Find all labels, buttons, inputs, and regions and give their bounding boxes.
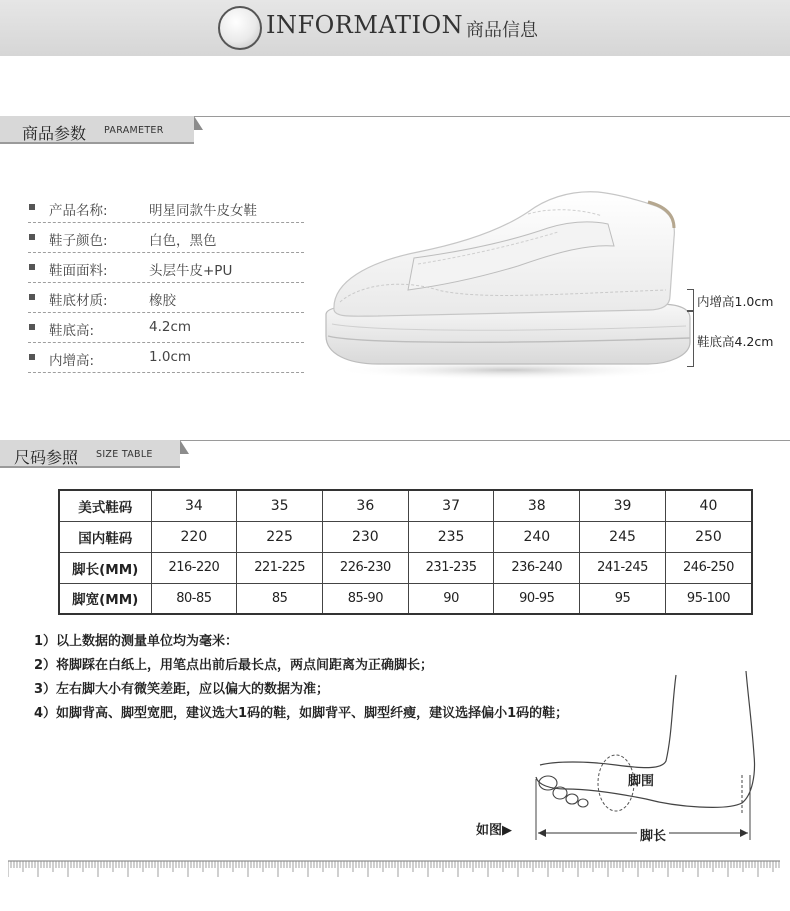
- size-table: [58, 489, 753, 615]
- row-header: 脚长(MM): [59, 552, 151, 583]
- inner-height-bracket: [687, 289, 694, 311]
- param-value: 橡胶: [149, 293, 176, 309]
- note-line: 3）左右脚大小有微笑差距，应以偏大的数据为准；: [34, 682, 330, 697]
- shoe-image: [318, 186, 698, 386]
- param-label: 鞋底材质:: [49, 293, 108, 309]
- param-value: 白色，黑色: [149, 233, 217, 249]
- table-row: [59, 490, 752, 521]
- table-cell: 35: [237, 490, 323, 521]
- note-line: 2）将脚踩在白纸上，用笔点出前后最长点，两点间距离为正确脚长；: [34, 658, 434, 673]
- bullet-icon: [29, 234, 35, 240]
- note-line: 1）以上数据的测量单位均为毫米：: [34, 634, 239, 649]
- table-row: [59, 552, 752, 583]
- table-cell: 85: [237, 583, 323, 614]
- table-cell: 250: [665, 521, 752, 552]
- sole-height-bracket: [687, 311, 694, 367]
- param-row-sole-material: [28, 283, 304, 313]
- sole-height-label: 鞋底高4.2cm: [697, 334, 774, 349]
- table-cell: 37: [408, 490, 494, 521]
- table-row: [59, 521, 752, 552]
- foot-outline-icon: [476, 665, 766, 845]
- param-label: 产品名称:: [49, 203, 108, 219]
- param-row-sole-height: [28, 313, 304, 343]
- parameter-section-bar: [0, 112, 790, 146]
- table-cell: 90-95: [494, 583, 580, 614]
- table-cell: 40: [665, 490, 752, 521]
- table-cell: 236-240: [494, 552, 580, 583]
- table-cell: 231-235: [408, 552, 494, 583]
- table-cell: 230: [322, 521, 408, 552]
- param-row-name: [28, 193, 304, 223]
- param-value: 1.0cm: [149, 349, 192, 365]
- table-cell: 220: [151, 521, 237, 552]
- table-cell: 34: [151, 490, 237, 521]
- table-cell: 246-250: [665, 552, 752, 583]
- info-circle-emblem: [218, 6, 262, 50]
- table-cell: 226-230: [322, 552, 408, 583]
- param-label: 鞋底高:: [49, 323, 95, 339]
- length-label: 脚长: [637, 825, 669, 844]
- param-value: 明星同款牛皮女鞋: [149, 203, 257, 219]
- table-cell: 36: [322, 490, 408, 521]
- size-section-bar: [0, 437, 790, 471]
- table-cell: 90: [408, 583, 494, 614]
- girth-label: 脚围: [628, 774, 655, 789]
- info-subtitle: 商品信息: [466, 20, 538, 41]
- table-cell: 80-85: [151, 583, 237, 614]
- table-cell: 221-225: [237, 552, 323, 583]
- table-cell: 39: [580, 490, 666, 521]
- parameter-tab: [0, 116, 194, 144]
- parameter-title-en: PARAMETER: [104, 125, 164, 136]
- ruler-decoration: [8, 859, 780, 879]
- tab-flag-decoration: [180, 440, 189, 454]
- table-cell: 216-220: [151, 552, 237, 583]
- pointer-label: 如图▶: [476, 823, 512, 838]
- param-value: 4.2cm: [149, 319, 192, 335]
- bullet-icon: [29, 204, 35, 210]
- bullet-icon: [29, 294, 35, 300]
- param-label: 鞋面面料:: [49, 263, 108, 279]
- table-row: [59, 583, 752, 614]
- size-tab: [0, 440, 180, 468]
- table-cell: 95: [580, 583, 666, 614]
- info-header: [0, 0, 790, 56]
- row-header: 美式鞋码: [59, 490, 151, 521]
- param-row-inner-height: [28, 343, 304, 373]
- param-label: 内增高:: [49, 353, 95, 369]
- table-cell: 235: [408, 521, 494, 552]
- table-cell: 85-90: [322, 583, 408, 614]
- bullet-icon: [29, 264, 35, 270]
- param-value: 头层牛皮+PU: [149, 263, 233, 279]
- tab-flag-decoration: [194, 116, 203, 130]
- size-title: 尺码参照: [14, 448, 79, 467]
- foot-diagram: [476, 665, 766, 845]
- param-label: 鞋子颜色:: [49, 233, 108, 249]
- info-title: INFORMATION: [266, 11, 464, 39]
- row-header: 国内鞋码: [59, 521, 151, 552]
- row-header: 脚宽(MM): [59, 583, 151, 614]
- note-line: 4）如脚背高、脚型宽肥，建议选大1码的鞋，如脚背平、脚型纤瘦，建议选择偏小1码的鞋；: [34, 706, 569, 721]
- table-cell: 95-100: [665, 583, 752, 614]
- param-row-upper-material: [28, 253, 304, 283]
- table-cell: 245: [580, 521, 666, 552]
- size-title-en: SIZE TABLE: [96, 449, 153, 460]
- table-cell: 38: [494, 490, 580, 521]
- parameter-title: 商品参数: [22, 124, 87, 143]
- bullet-icon: [29, 324, 35, 330]
- inner-height-label: 内增高1.0cm: [697, 294, 774, 309]
- param-row-color: [28, 223, 304, 253]
- table-cell: 240: [494, 521, 580, 552]
- bullet-icon: [29, 354, 35, 360]
- table-cell: 241-245: [580, 552, 666, 583]
- table-cell: 225: [237, 521, 323, 552]
